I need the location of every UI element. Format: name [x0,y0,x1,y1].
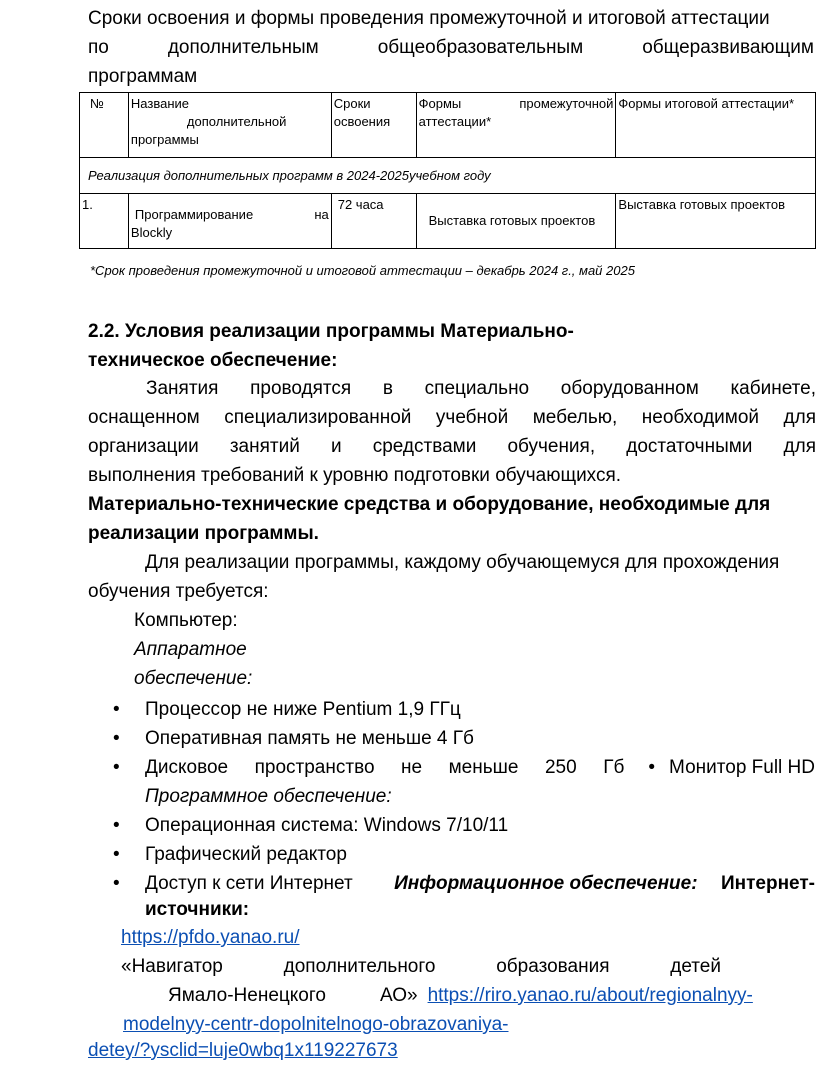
sw-editor: Графический редактор [145,844,347,865]
pfdo-link[interactable]: https://pfdo.yanao.ru/ [121,927,300,948]
row-final: Выставка готовых проектов [616,194,816,249]
info-label: Информационное обеспечение: [394,873,698,894]
row-interim: Выставка готовых проектов [416,194,616,249]
riro-link-cont[interactable]: modelnyy-centr-dopolnitelnogo-obrazovaniya- [123,1014,509,1035]
sw-os: Операционная система: Windows 7/10/11 [145,815,509,836]
header-name: Название дополнительной программы [128,93,331,158]
heading-line-2: по дополнительным общеобразовательным общеразвивающим [88,37,814,58]
header-interim: Формы промежуточной аттестации* [416,93,616,158]
heading-line-1: Сроки освоения и формы проведения промежуточной и итоговой аттестации [88,8,770,29]
bullet-icon: • [113,873,120,894]
hw-monitor: Монитор Full HD [669,757,815,778]
riro-link-end[interactable]: detey/?ysclid=luje0wbq1x119227673 [88,1040,398,1061]
sw-internet: Доступ к сети Интернет [145,873,353,894]
conditions-paragraph: Занятия проводятся в специально оборудованном кабинете, оснащенном специализированной учебной мебелью, необходимой для организации занятий и средствами обучения, достаточными для выполнения требований к уровню подготовки обучающихся. [88,378,816,486]
table-row [80,194,816,249]
section-heading [88,4,814,91]
bullet-icon: • [113,844,120,865]
table-header-row [80,93,816,158]
bullet-icon: • [113,699,120,720]
navigator-line-2: Ямало-Ненецкого АО» https://riro.yanao.ru/about/regionalnyy- [168,985,753,1006]
bullet-icon: • [113,815,120,836]
header-duration: Сроки освоения [331,93,416,158]
hw-disk-monitor [145,753,815,782]
bullet-icon: • [648,757,656,778]
header-final: Формы итоговой аттестации* [616,93,816,158]
header-num: № [80,93,129,158]
riro-link[interactable]: https://riro.yanao.ru/about/regionalnyy- [427,985,753,1006]
heading-line-3: программам [88,66,198,87]
table-footnote: *Срок проведения промежуточной и итоговой аттестации – декабрь 2024 г., май 2025 [90,263,635,278]
software-label: Программное обеспечение: [145,786,392,807]
info-sources-cont: источники: [145,899,250,920]
bullet-icon: • [113,757,120,778]
hw-cpu: Процессор не ниже Pentium 1,9 ГГц [145,699,461,720]
row-num: 1. [80,194,129,249]
section-label: Реализация дополнительных программ в 2024-2025учебном году [80,158,816,194]
row-duration: 72 часа [331,194,416,249]
bullet-icon: • [113,728,120,749]
section-2-2-title: 2.2. Условия реализации программы Материально- техническое обеспечение: [88,321,574,371]
navigator-line-1: «Навигатор дополнительного образования детей [121,956,721,977]
table-section-row [80,158,816,194]
equipment-heading: Материально-технические средства и оборудование, необходимые для реализации программы. [88,494,771,544]
sw-internet-line [145,869,815,898]
hw-disk: Дисковое пространство не меньше 250 Гб [145,757,625,778]
attestation-table [79,92,816,249]
info-sources: Интернет- [720,873,815,894]
computer-label: Компьютер: Аппаратное обеспечение: [134,610,253,689]
requirements-paragraph: Для реализации программы, каждому обучающемуся для прохождения обучения требуется: [88,552,780,602]
row-name: Программирование на Blockly [128,194,331,249]
hw-ram: Оперативная память не меньше 4 Гб [145,728,474,749]
